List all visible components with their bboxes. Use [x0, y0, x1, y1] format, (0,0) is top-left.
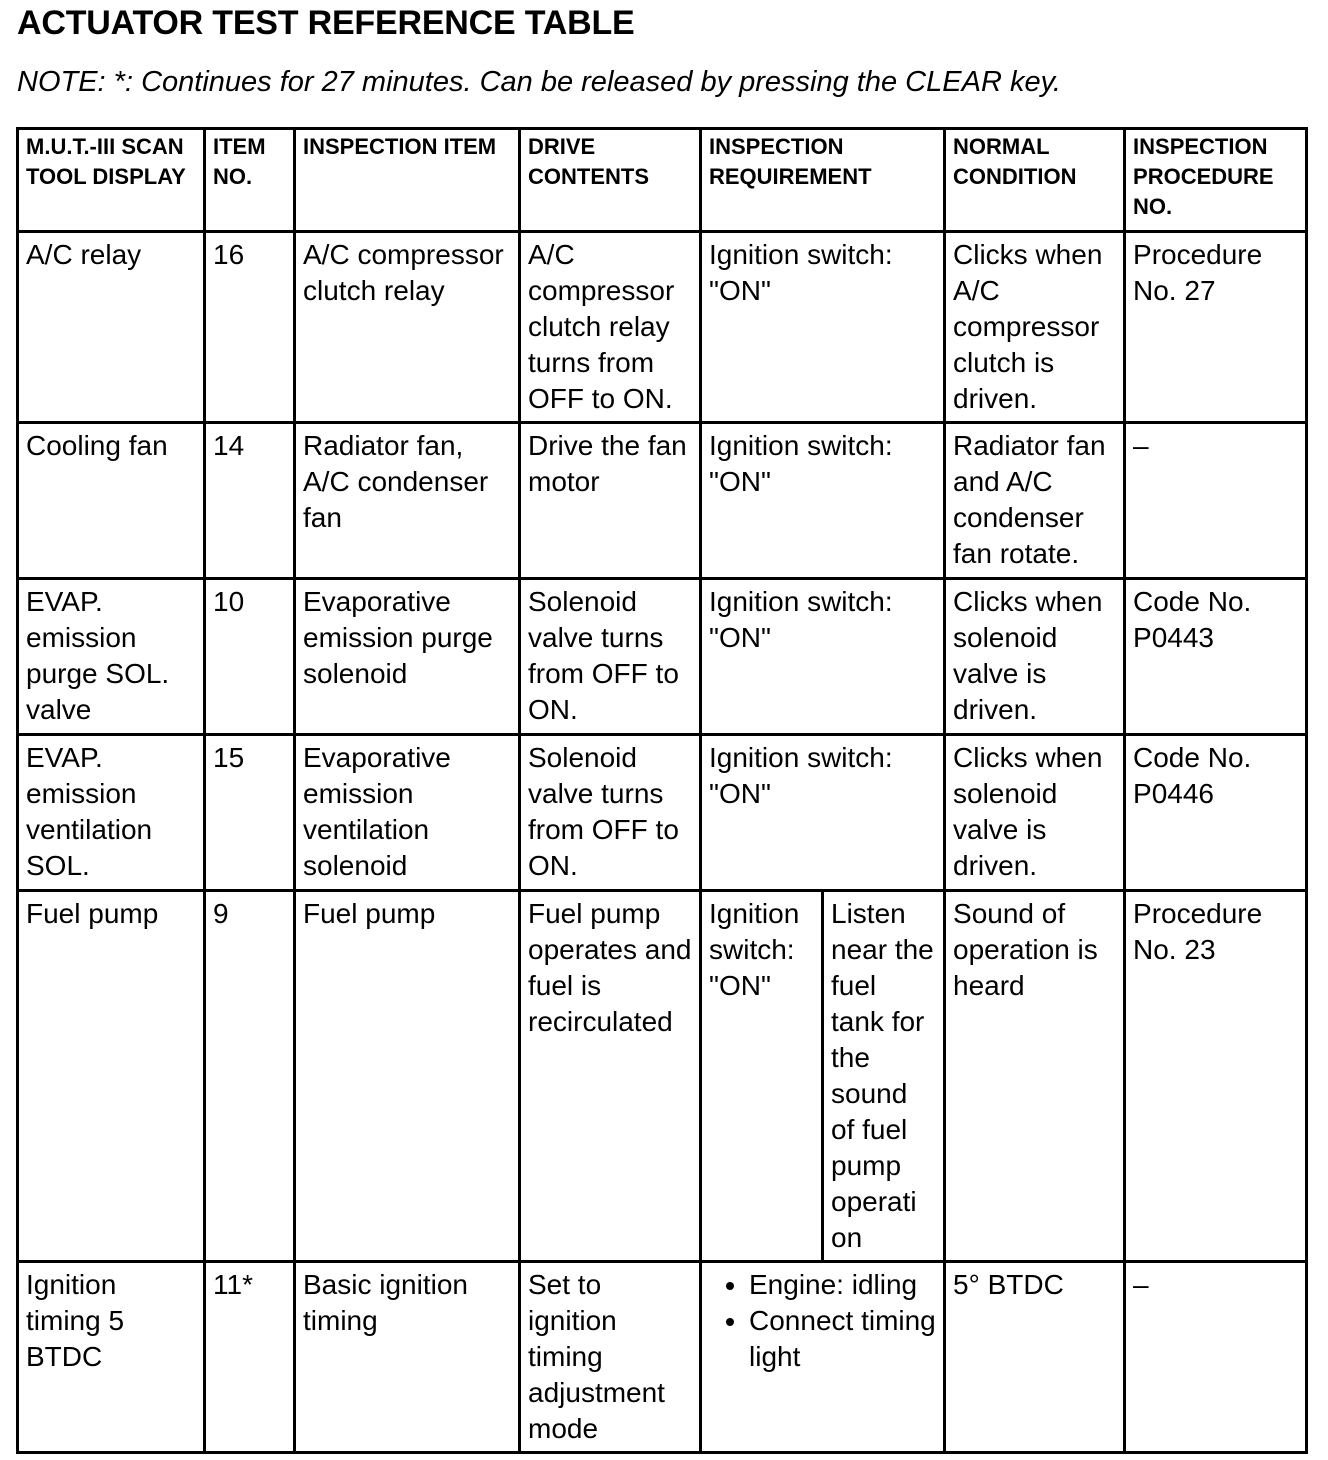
cell-item-no: 14	[205, 423, 295, 579]
column-header-inspection-item: INSPECTION ITEM	[295, 129, 520, 232]
cell-normal-condition: Clicks when solenoid valve is driven.	[945, 579, 1125, 735]
cell-inspection-item: Basic ignition timing	[295, 1262, 520, 1453]
cell-normal-condition: Radiator fan and A/C condenser fan rotate.	[945, 423, 1125, 579]
cell-requirement-extra: Listen near the fuel tank for the sound of fuel pump operati on	[823, 891, 945, 1262]
column-header-drive-contents: DRIVE CONTENTS	[520, 129, 701, 232]
cell-drive-contents: Solenoid valve turns from OFF to ON.	[520, 579, 701, 735]
cell-procedure-no: Procedure No. 23	[1125, 891, 1307, 1262]
table-row	[18, 232, 1307, 423]
requirement-bullet-list	[709, 1267, 936, 1375]
cell-requirement: Ignition switch: "ON"	[701, 579, 945, 735]
cell-drive-contents: Drive the fan motor	[520, 423, 701, 579]
table-row	[18, 891, 1307, 1262]
page-title: ACTUATOR TEST REFERENCE TABLE	[17, 4, 635, 42]
page-note: NOTE: *: Continues for 27 minutes. Can be released by pressing the CLEAR key.	[17, 66, 1061, 98]
cell-requirement: Ignition switch: "ON"	[701, 232, 945, 423]
actuator-test-table	[16, 127, 1308, 1454]
cell-drive-contents: Solenoid valve turns from OFF to ON.	[520, 735, 701, 891]
cell-item-no: 11*	[205, 1262, 295, 1453]
cell-item-no: 16	[205, 232, 295, 423]
cell-procedure-no: –	[1125, 1262, 1307, 1453]
column-header-item-no: ITEM NO.	[205, 129, 295, 232]
cell-normal-condition: Clicks when solenoid valve is driven.	[945, 735, 1125, 891]
cell-procedure-no: –	[1125, 423, 1307, 579]
cell-display: Cooling fan	[18, 423, 205, 579]
cell-procedure-no: Code No. P0446	[1125, 735, 1307, 891]
column-header-procedure-no: INSPECTION PROCEDURE NO.	[1125, 129, 1307, 232]
cell-requirement: Ignition switch: "ON"	[701, 891, 823, 1262]
cell-requirement: Ignition switch: "ON"	[701, 423, 945, 579]
table-header-row	[18, 129, 1307, 232]
cell-drive-contents: A/C compressor clutch relay turns from OFF to ON.	[520, 232, 701, 423]
cell-item-no: 15	[205, 735, 295, 891]
cell-normal-condition: Sound of operation is heard	[945, 891, 1125, 1262]
cell-drive-contents: Set to ignition timing adjustment mode	[520, 1262, 701, 1453]
cell-item-no: 10	[205, 579, 295, 735]
column-header-display: M.U.T.-III SCAN TOOL DISPLAY	[18, 129, 205, 232]
table-row	[18, 579, 1307, 735]
table-row	[18, 1262, 1307, 1453]
cell-inspection-item: Radiator fan, A/C condenser fan	[295, 423, 520, 579]
cell-item-no: 9	[205, 891, 295, 1262]
cell-display: A/C relay	[18, 232, 205, 423]
cell-display: Ignition timing 5 BTDC	[18, 1262, 205, 1453]
cell-requirement: Ignition switch: "ON"	[701, 735, 945, 891]
cell-display: Fuel pump	[18, 891, 205, 1262]
cell-inspection-item: Fuel pump	[295, 891, 520, 1262]
column-header-normal-condition: NORMAL CONDITION	[945, 129, 1125, 232]
cell-display: EVAP. emission purge SOL. valve	[18, 579, 205, 735]
cell-normal-condition: 5° BTDC	[945, 1262, 1125, 1453]
requirement-bullet: • Connect timing light	[749, 1303, 936, 1375]
table-row	[18, 735, 1307, 891]
cell-inspection-item: Evaporative emission purge solenoid	[295, 579, 520, 735]
table-row	[18, 423, 1307, 579]
cell-procedure-no: Code No. P0443	[1125, 579, 1307, 735]
cell-drive-contents: Fuel pump operates and fuel is recirculated	[520, 891, 701, 1262]
cell-procedure-no: Procedure No. 27	[1125, 232, 1307, 423]
cell-inspection-item: Evaporative emission ventilation solenoid	[295, 735, 520, 891]
cell-requirement	[701, 1262, 945, 1453]
cell-normal-condition: Clicks when A/C compressor clutch is driven.	[945, 232, 1125, 423]
column-header-inspection-requirement: INSPECTION REQUIREMENT	[701, 129, 945, 232]
requirement-bullet: • Engine: idling	[749, 1267, 936, 1303]
cell-inspection-item: A/C compressor clutch relay	[295, 232, 520, 423]
cell-display: EVAP. emission ventilation SOL.	[18, 735, 205, 891]
